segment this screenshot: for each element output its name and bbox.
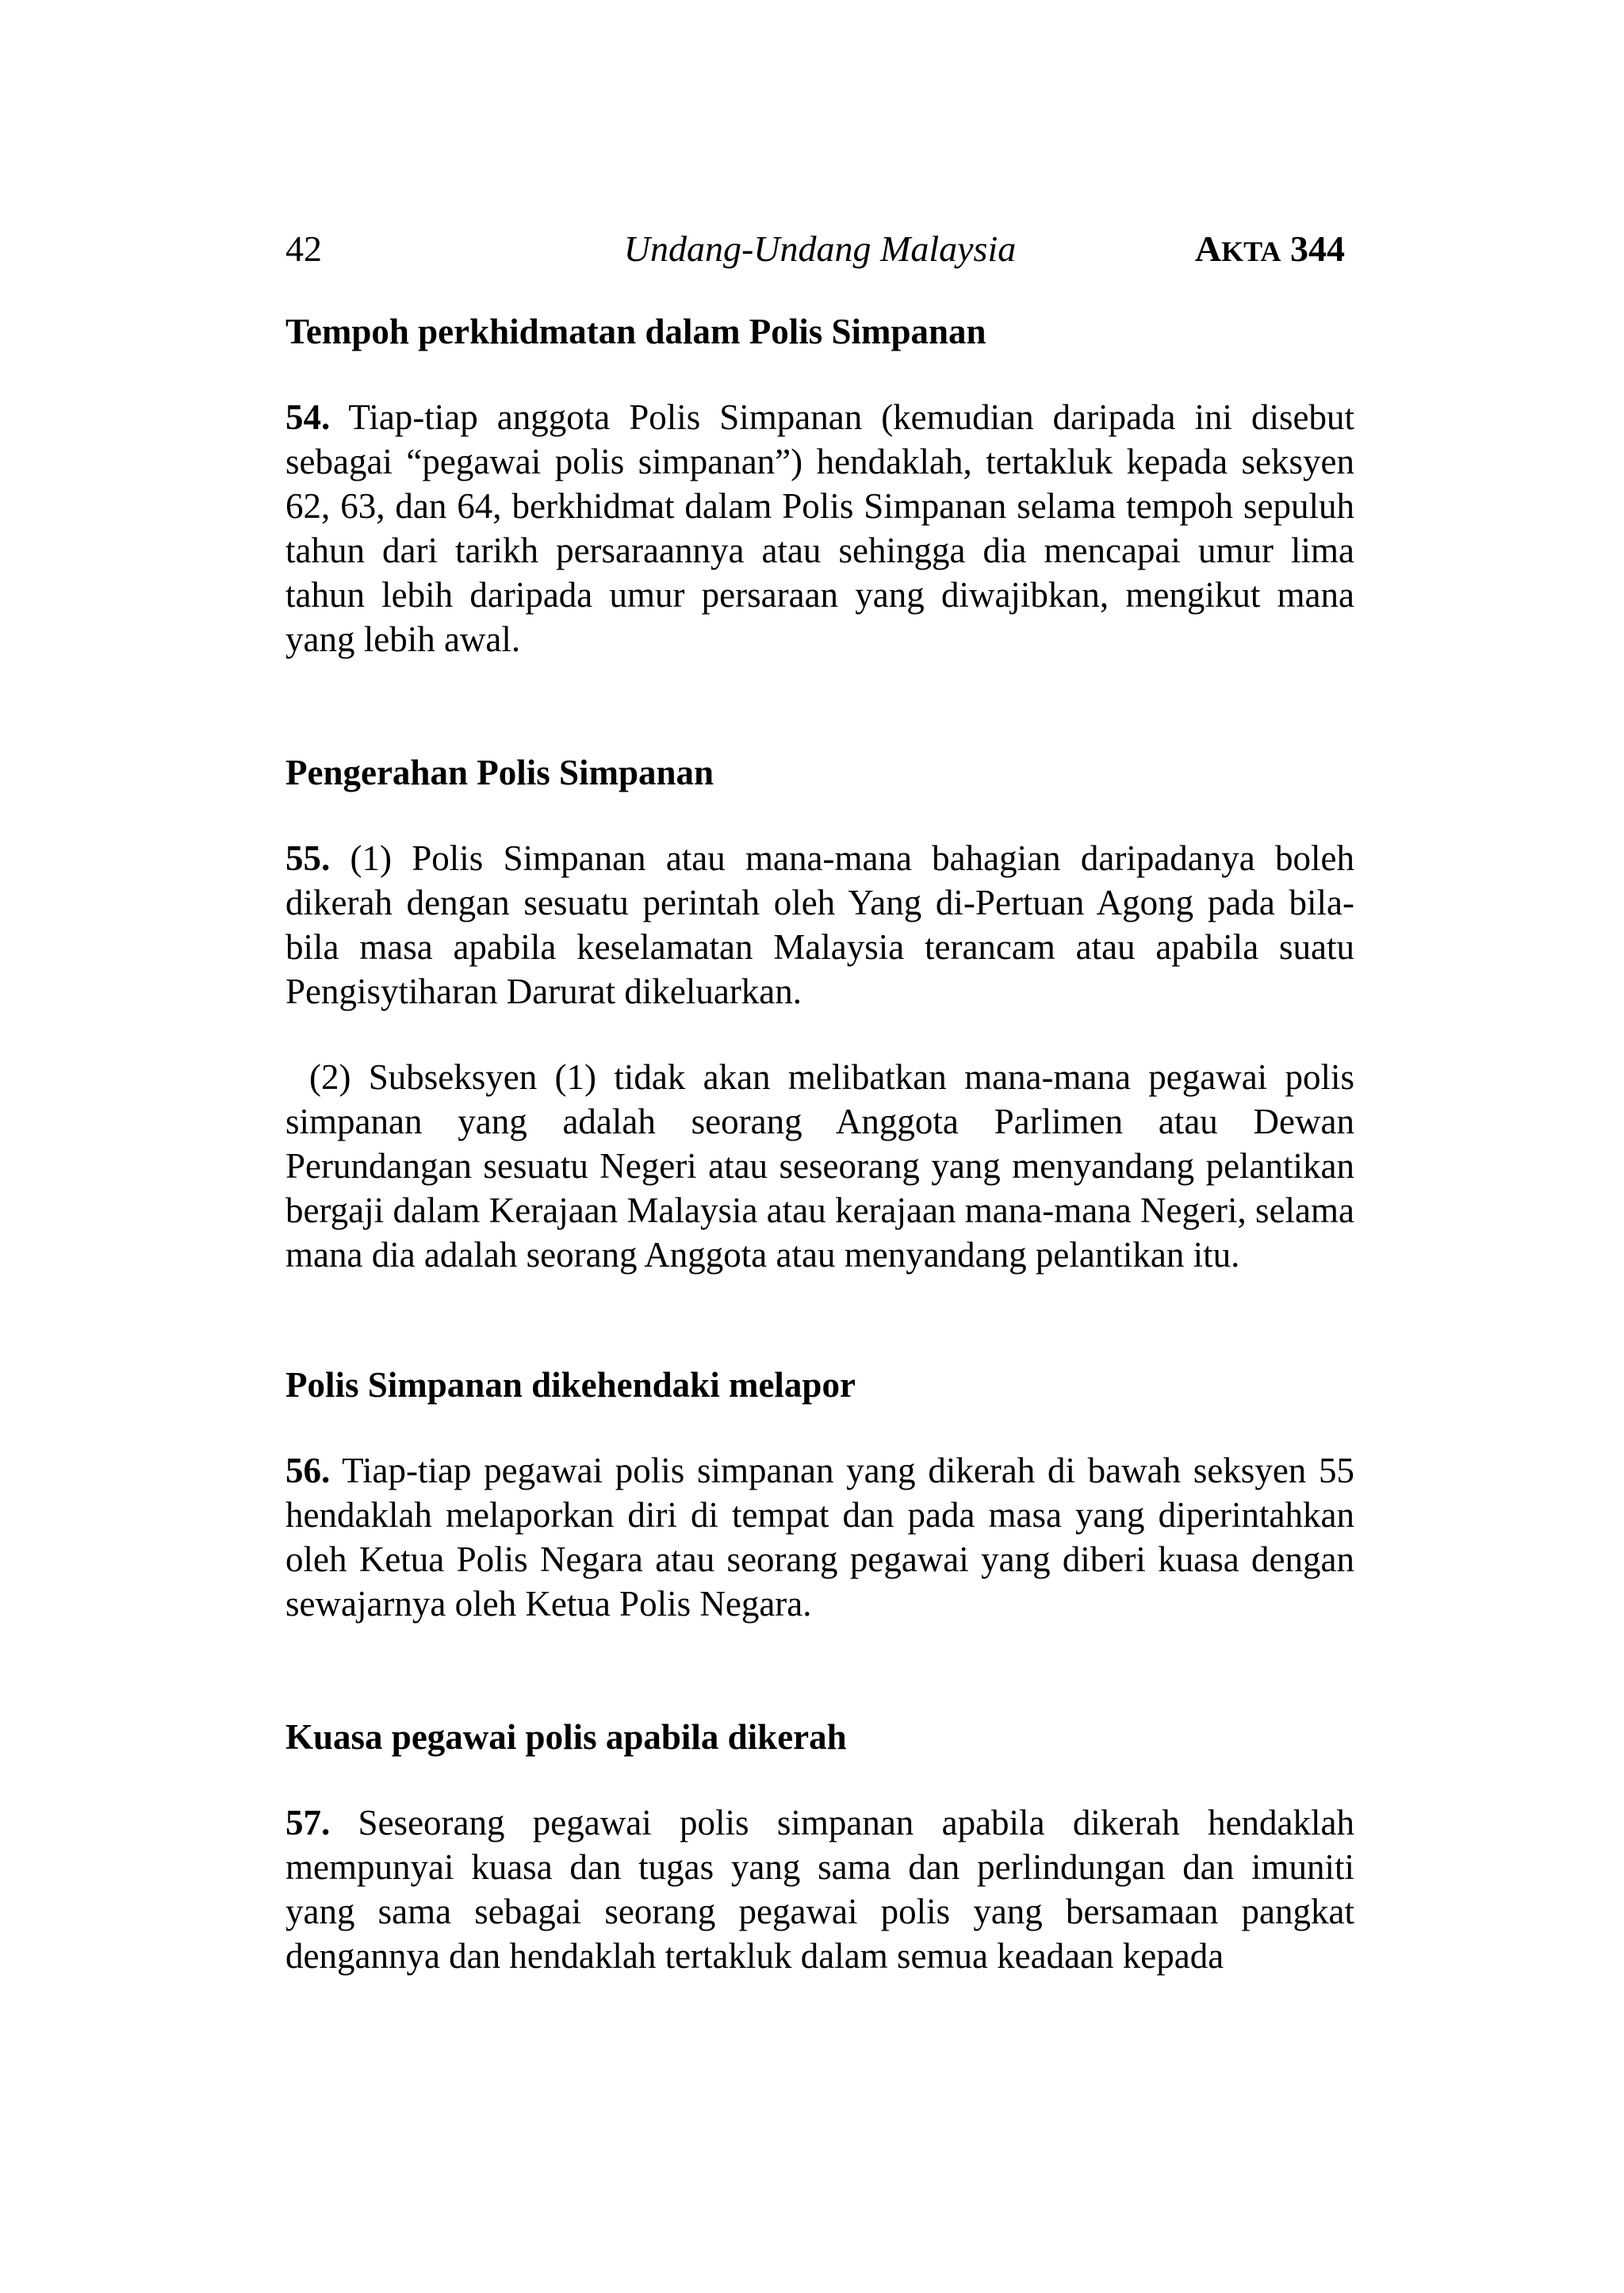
section-54-body: Tiap-tiap anggota Polis Simpanan (kemudian daripada ini disebut sebagai “pegawai polis simpanan”) hendaklah, tertakluk kepada seksyen 62, 63, dan 64, berkhidmat dalam Polis Simpanan selama tempoh sepuluh tahun dari tarikh persaraannya atau sehingga dia mencapai umur lima tahun lebih daripada umur persaraan yang diwajibkan, mengikut mana yang lebih awal. (285, 397, 1354, 659)
running-title: Undang-Undang Malaysia (623, 228, 1017, 269)
section-55-heading: Pengerahan Polis Simpanan (285, 753, 714, 792)
section-54-heading: Tempoh perkhidmatan dalam Polis Simpanan (285, 312, 986, 351)
section-56-text (285, 1448, 1354, 1626)
section-57-heading: Kuasa pegawai polis apabila dikerah (285, 1717, 847, 1757)
document-page (285, 225, 1354, 1978)
section-57-number: 57. (285, 1803, 331, 1842)
section-55-2-text: (2) Subseksyen (1) tidak akan melibatkan mana-mana pegawai polis simpanan yang adalah seorang Anggota Parlimen atau Dewan Perundangan sesuatu Negeri atau seseorang yang menyandang pelantikan bergaji dalam Kerajaan Malaysia atau kerajaan mana-mana Negeri, selama mana dia adalah seorang Anggota atau menyandang pelantikan itu. (285, 1057, 1354, 1275)
section-56-body: Tiap-tiap pegawai polis simpanan yang dikerah di bawah seksyen 55 hendaklah melaporkan diri di tempat dan pada masa yang diperintahkan oleh Ketua Polis Negara atau seorang pegawai yang diberi kuasa dengan sewajarnya oleh Ketua Polis Negara. (285, 1451, 1354, 1624)
section-55-1-body: (1) Polis Simpanan atau mana-mana bahagian daripadanya boleh dikerah dengan sesuatu perintah oleh Yang di-Pertuan Agong pada bila-bila masa apabila keselamatan Malaysia terancam atau apabila suatu Pengisytiharan Darurat dikeluarkan. (285, 838, 1354, 1011)
act-label-number: 344 (1281, 228, 1345, 269)
section-56-number: 56. (285, 1451, 331, 1490)
running-header (285, 225, 1354, 273)
act-label-initial: A (1194, 228, 1222, 269)
section-55-number: 55. (285, 838, 331, 878)
section-56-heading: Polis Simpanan dikehendaki melapor (285, 1365, 856, 1405)
section-57-text (285, 1800, 1354, 1978)
section-54-number: 54. (285, 397, 331, 437)
act-label (1195, 225, 1345, 275)
section-54-text (285, 395, 1354, 661)
page-number: 42 (285, 228, 322, 269)
act-label-smallcaps: KTA (1221, 236, 1281, 267)
section-57-body: Seseorang pegawai polis simpanan apabila dikerah hendaklah mempunyai kuasa dan tugas yang sama dan perlindungan dan imuniti yang sama sebagai seorang pegawai polis yang bersamaan pangkat dengannya dan hendaklah tertakluk dalam semua keadaan kepada (285, 1803, 1354, 1976)
section-55-1-text (285, 836, 1354, 1014)
